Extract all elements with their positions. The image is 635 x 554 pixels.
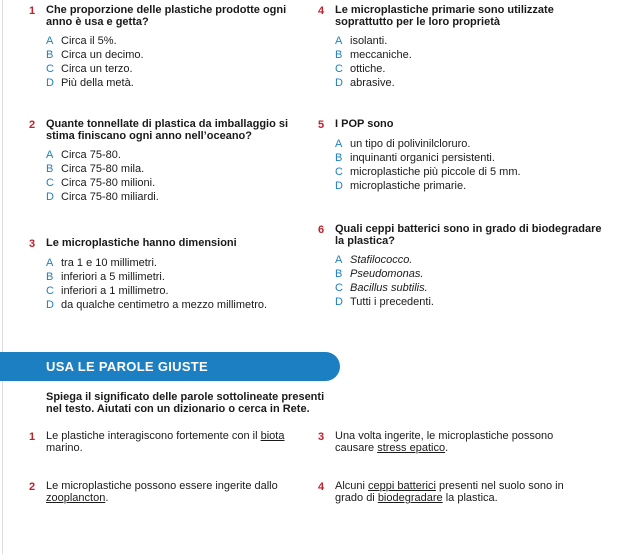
text-segment: Le plastiche interagiscono fortemente con il: [46, 430, 261, 442]
option-letter: A: [46, 149, 54, 161]
option-text: Circa 75-80 mila.: [61, 163, 145, 175]
question-3: [29, 237, 319, 312]
question-header: [29, 4, 319, 28]
underlined-term: zooplancton: [46, 492, 106, 504]
section-instruction: [46, 391, 346, 415]
answer-option-a[interactable]: [335, 253, 618, 267]
answer-option-b[interactable]: [46, 48, 319, 62]
answer-option-b[interactable]: [46, 270, 319, 284]
answer-option-c[interactable]: [335, 62, 618, 76]
option-letter: A: [46, 257, 54, 269]
question-number: 1: [29, 5, 36, 17]
answer-option-a[interactable]: [335, 137, 618, 151]
option-text: da qualche centimetro a mezzo millimetro.: [61, 299, 268, 311]
option-text: inferiori a 5 millimetri.: [61, 271, 165, 283]
answer-option-b[interactable]: [335, 267, 618, 281]
question-text: [335, 223, 602, 247]
answer-option-c[interactable]: [335, 281, 618, 295]
option-text: microplastiche primarie.: [350, 180, 467, 192]
option-letter: B: [335, 152, 343, 164]
question-number: 3: [29, 238, 36, 250]
instruction-line: nel testo. Aiutati con un dizionario o cerca in Rete.: [46, 403, 310, 415]
exercise-text: [335, 480, 564, 504]
option-text: Pseudomonas.: [350, 268, 424, 280]
text-segment: Una volta ingerite, le microplastiche possono: [335, 430, 554, 442]
option-letter: D: [335, 180, 343, 192]
option-letter: C: [46, 63, 54, 75]
option-letter: A: [46, 35, 54, 47]
option-text: meccaniche.: [350, 49, 412, 61]
exercise-2: [29, 480, 278, 504]
option-text: Circa 75-80 miliardi.: [61, 191, 159, 203]
question-1: [29, 4, 319, 90]
option-text: isolanti.: [350, 35, 388, 47]
option-text: Stafilococco.: [350, 254, 413, 266]
question-2: [29, 118, 319, 204]
exercise-number: 3: [318, 431, 325, 443]
question-text: [335, 118, 393, 130]
option-letter: C: [335, 63, 343, 75]
answer-option-b[interactable]: [46, 162, 319, 176]
question-header: [318, 4, 618, 28]
option-text: ottiche.: [350, 63, 386, 75]
question-text-line: anno è usa e getta?: [46, 16, 149, 28]
answer-option-c[interactable]: [46, 62, 319, 76]
answer-option-a[interactable]: [335, 34, 618, 48]
question-text-line: Quante tonnellate di plastica da imballaggio si: [46, 118, 289, 130]
underlined-term: ceppi batterici: [368, 480, 436, 492]
option-text: Circa 75-80 milioni.: [61, 177, 156, 189]
question-header: [29, 118, 319, 142]
option-text: Più della metà.: [61, 77, 134, 89]
question-text: [46, 4, 286, 28]
answer-option-d[interactable]: [46, 190, 319, 204]
answer-option-d[interactable]: [46, 76, 319, 90]
underlined-term: biodegradare: [377, 492, 443, 504]
answer-option-a[interactable]: [46, 256, 319, 270]
option-letter: C: [46, 285, 54, 297]
question-header: [318, 118, 618, 131]
option-text: abrasive.: [350, 77, 395, 89]
exercise-number: 1: [29, 431, 36, 443]
text-segment: causare: [335, 442, 378, 454]
option-letter: A: [335, 138, 343, 150]
section-banner: USA LE PAROLE GIUSTE: [0, 352, 340, 381]
question-text-line: Le microplastiche hanno dimensioni: [46, 237, 237, 249]
answer-option-d[interactable]: [335, 295, 618, 309]
option-letter: B: [335, 49, 343, 61]
question-header: [29, 237, 319, 250]
underlined-term: biota: [260, 430, 285, 442]
answer-option-b[interactable]: [335, 48, 618, 62]
question-text-line: Quali ceppi batterici sono in grado di biodegradare: [335, 223, 602, 235]
exercise-text: [335, 430, 553, 454]
option-letter: B: [335, 268, 343, 280]
option-letter: D: [46, 77, 54, 89]
question-text: [46, 237, 237, 249]
exercise-number: 2: [29, 481, 36, 493]
option-text: Circa un terzo.: [61, 63, 133, 75]
option-letter: A: [335, 35, 343, 47]
text-segment: presenti nel suolo sono in: [435, 480, 564, 492]
option-text: Circa 75-80.: [61, 149, 121, 161]
option-text: inquinanti organici persistenti.: [350, 152, 495, 164]
question-text-line: la plastica?: [335, 235, 395, 247]
answer-option-a[interactable]: [46, 34, 319, 48]
question-6: [318, 223, 618, 309]
option-letter: D: [46, 299, 54, 311]
option-text: Bacillus subtilis.: [350, 282, 428, 294]
exercise-1: [29, 430, 284, 454]
option-text: un tipo di polivinilcloruro.: [350, 138, 471, 150]
option-letter: B: [46, 271, 54, 283]
exercise-text: [46, 430, 284, 454]
option-letter: D: [46, 191, 54, 203]
text-segment: Le microplastiche possono essere ingerite dallo: [46, 480, 278, 492]
text-segment: .: [105, 492, 109, 504]
answer-option-c[interactable]: [335, 165, 618, 179]
answer-option-d[interactable]: [335, 179, 618, 193]
question-text-line: I POP sono: [335, 118, 394, 130]
text-segment: marino.: [46, 442, 83, 454]
answer-option-d[interactable]: [335, 76, 618, 90]
page-edge-line: [2, 0, 3, 554]
answer-option-c[interactable]: [46, 284, 319, 298]
text-segment: .: [445, 442, 449, 454]
option-letter: C: [46, 177, 54, 189]
question-number: 2: [29, 119, 36, 131]
answer-option-a[interactable]: [46, 148, 319, 162]
option-text: Circa il 5%.: [61, 35, 117, 47]
option-letter: D: [335, 296, 343, 308]
option-text: tra 1 e 10 millimetri.: [61, 257, 157, 269]
exercise-3: [318, 430, 553, 454]
answer-option-d[interactable]: [46, 298, 319, 312]
question-text: [335, 4, 554, 28]
exercise-text: [46, 480, 278, 504]
answer-option-c[interactable]: [46, 176, 319, 190]
question-5: [318, 118, 618, 193]
option-text: microplastiche più piccole di 5 mm.: [350, 166, 521, 178]
option-letter: B: [46, 163, 54, 175]
question-text-line: soprattutto per le loro proprietà: [335, 16, 501, 28]
exercise-4: [318, 480, 564, 504]
option-text: inferiori a 1 millimetro.: [61, 285, 169, 297]
option-letter: B: [46, 49, 54, 61]
option-letter: C: [335, 282, 343, 294]
question-number: 5: [318, 119, 325, 131]
option-letter: C: [335, 166, 343, 178]
question-header: [318, 223, 618, 247]
option-text: Tutti i precedenti.: [350, 296, 434, 308]
question-4: [318, 4, 618, 90]
exercise-number: 4: [318, 481, 325, 493]
option-letter: A: [335, 254, 343, 266]
option-letter: D: [335, 77, 343, 89]
question-number: 6: [318, 224, 325, 236]
text-segment: la plastica.: [442, 492, 498, 504]
option-text: Circa un decimo.: [61, 49, 144, 61]
text-segment: grado di: [335, 492, 378, 504]
question-number: 4: [318, 5, 325, 17]
question-text-line: Che proporzione delle plastiche prodotte ogni: [46, 4, 287, 16]
answer-option-b[interactable]: [335, 151, 618, 165]
text-segment: Alcuni: [335, 480, 369, 492]
instruction-line: Spiega il significato delle parole sottolineate presenti: [46, 391, 325, 403]
question-text: [46, 118, 288, 142]
question-text-line: Le microplastiche primarie sono utilizzate: [335, 4, 554, 16]
underlined-term: stress epatico: [377, 442, 446, 454]
question-text-line: stima finiscano ogni anno nell’oceano?: [46, 130, 252, 142]
